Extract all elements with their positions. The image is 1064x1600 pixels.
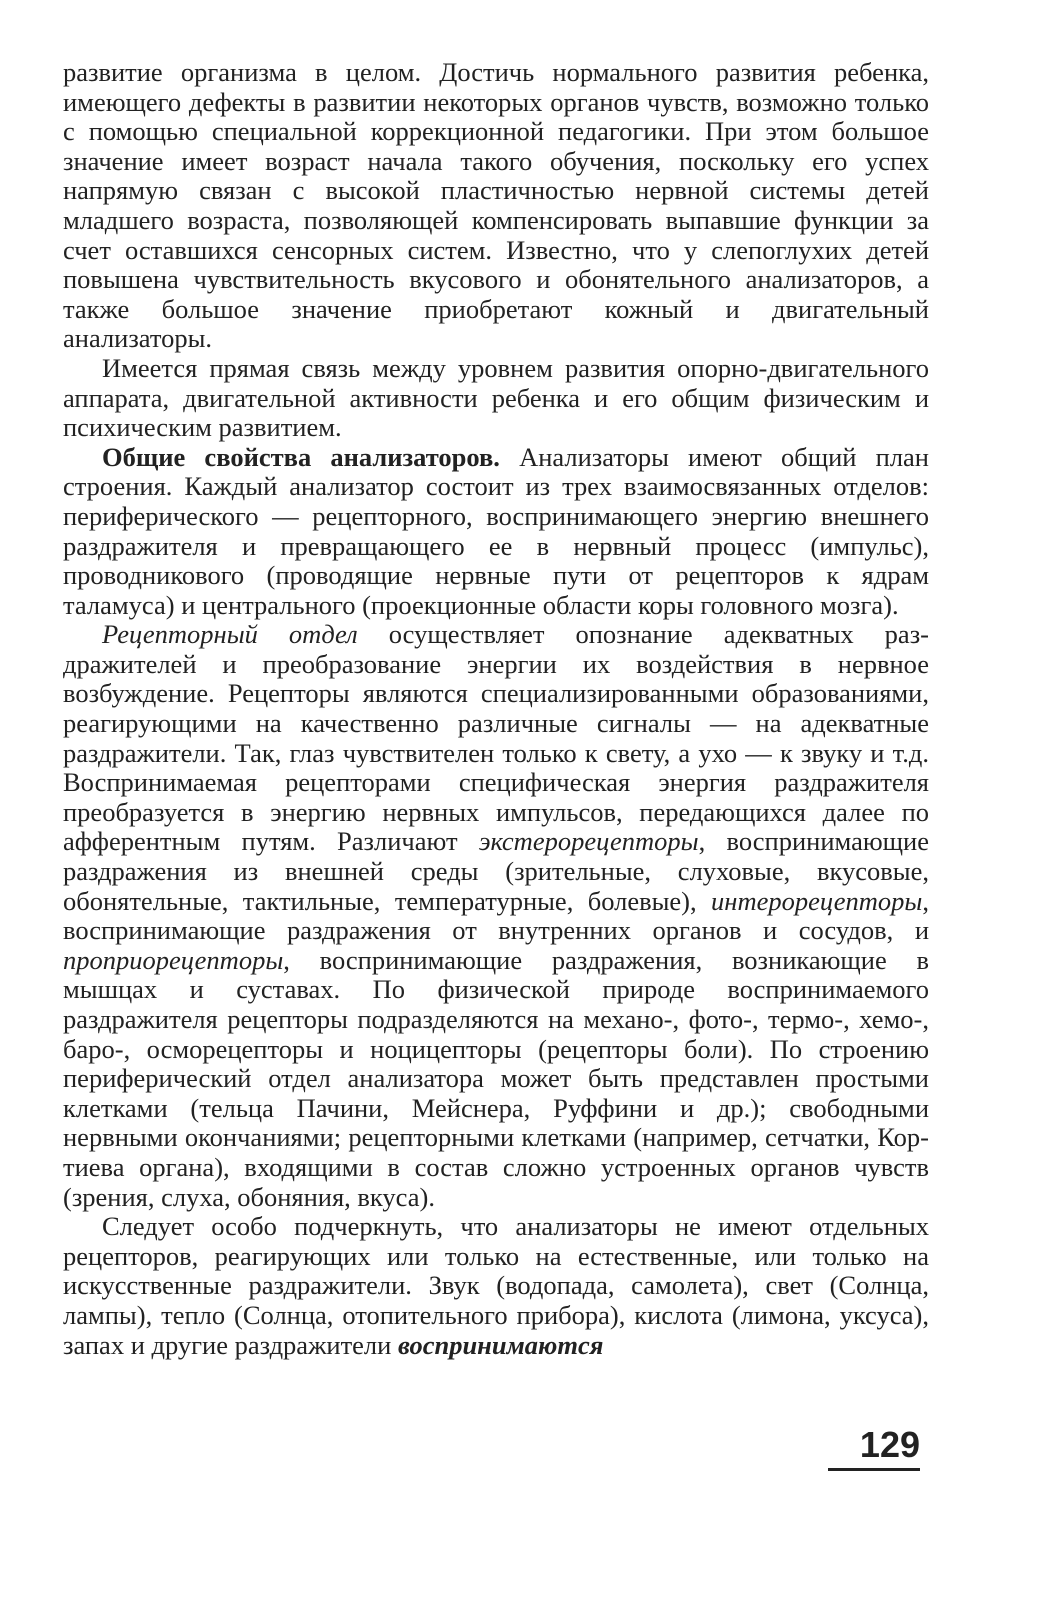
paragraph-4	[63, 620, 929, 1212]
emphasis-perceived: воспринимаются	[397, 1329, 604, 1360]
paragraph-4-text-2: , воспринимающие раздражения из внешней среды (зрительные, слуховые, вкусовые, обонятельные, тактильные, температурные, болевые),	[63, 826, 929, 916]
page-number: 129	[859, 1424, 920, 1465]
paragraph-4-text-4: , воспринимающие раздражения, возникающие в мышцах и суставах. По физической природе воспринимаемого раздражителя рецепторы подразделяются на механо-, фото-, термо-, хемо-, баро-, осморецепторы и ноцицепторы (рецепторы боли). По строению периферический отдел анализатора может быть представлен простыми клетками (тельца Пачини, Мейснера, Руффини и др.); свободными нервными окончаниями; рецепторными клетками (например, сетчатки, Кортиева органа), входящими в состав сложно устроенных органов чувств (зрения, слуха, обоняния, вкуса).	[63, 944, 929, 1212]
paragraph-5	[63, 1212, 929, 1360]
term-proprioreceptors: проприорецепторы	[63, 944, 284, 975]
section-heading-analyzer-properties: Общие свойства анализаторов.	[102, 441, 500, 472]
paragraph-3	[63, 443, 929, 621]
paragraph-2: Имеется прямая связь между уровнем развития опорно-двигательного аппарата, двигательной активности ребенка и его общим физическим и психическим развитием.	[63, 352, 929, 443]
paragraph-4-text-3: , воспринимающие раздражения от внутренних органов и сосудов, и	[63, 885, 929, 946]
paragraph-1: развитие организма в целом. Достичь нормального развития ребенка, имеющего дефекты в развитии некоторых органов чувств, возможно только с помощью специальной коррекционной педагогики. При этом большое значение имеет возраст начала такого обучения, поскольку его успех напрямую связан с высокой пластичностью нервной системы детей младшего возраста, позволяющей компенсировать выпавшие функции за счет оставшихся сенсорных систем. Известно, что у слепоглухих детей повышена чувствительность вкусового и обонятельного анализаторов, а также большое значение приобретают кожный и двигательный анализаторы.	[63, 57, 929, 354]
term-exteroreceptors: экстерорецепторы	[478, 826, 699, 857]
paragraph-3-text: Анализаторы имеют общий план строения. Каждый анализатор состоит из трех взаимосвязанных отделов: периферического — рецепторного, воспринимающего энергию внешнего раздражителя и превращающего ее в нервный процесс (импульс), проводникового (проводящие нервные пути от рецепторов к ядрам таламуса) и центрального (проекционные области коры головного мозга).	[63, 441, 929, 620]
term-receptor-section: Рецепторный отдел	[102, 619, 358, 650]
page-body	[63, 58, 929, 1360]
term-interoreceptors: интерорецепторы	[711, 885, 923, 916]
paragraph-4-text-1: осуществляет опознание адекватных раздражителей и преобразование энергии их воздействия в нервное возбуждение. Рецепторы являются специализированными образованиями, реагирующими на качественно различные сигналы — на адекватные раздражители. Так, глаз чувствителен только к свету, а ухо — к звуку и т.д. Воспринимаемая рецепторами специфическая энергия раздражителя преобразуется в энергию нервных импульсов, передающихся далее по афферентным путям. Различают	[63, 619, 929, 857]
page-number-rule	[828, 1468, 920, 1471]
paragraph-5-text: Следует особо подчеркнуть, что анализаторы не имеют отдельных рецепторов, реагирующих или только на естественные, или только на искусственные раздражители. Звук (водопада, самолета), свет (Солнца, лампы), тепло (Солнца, отопительного прибора), кислота (лимона, уксуса), запах и другие раздражители	[63, 1211, 929, 1360]
